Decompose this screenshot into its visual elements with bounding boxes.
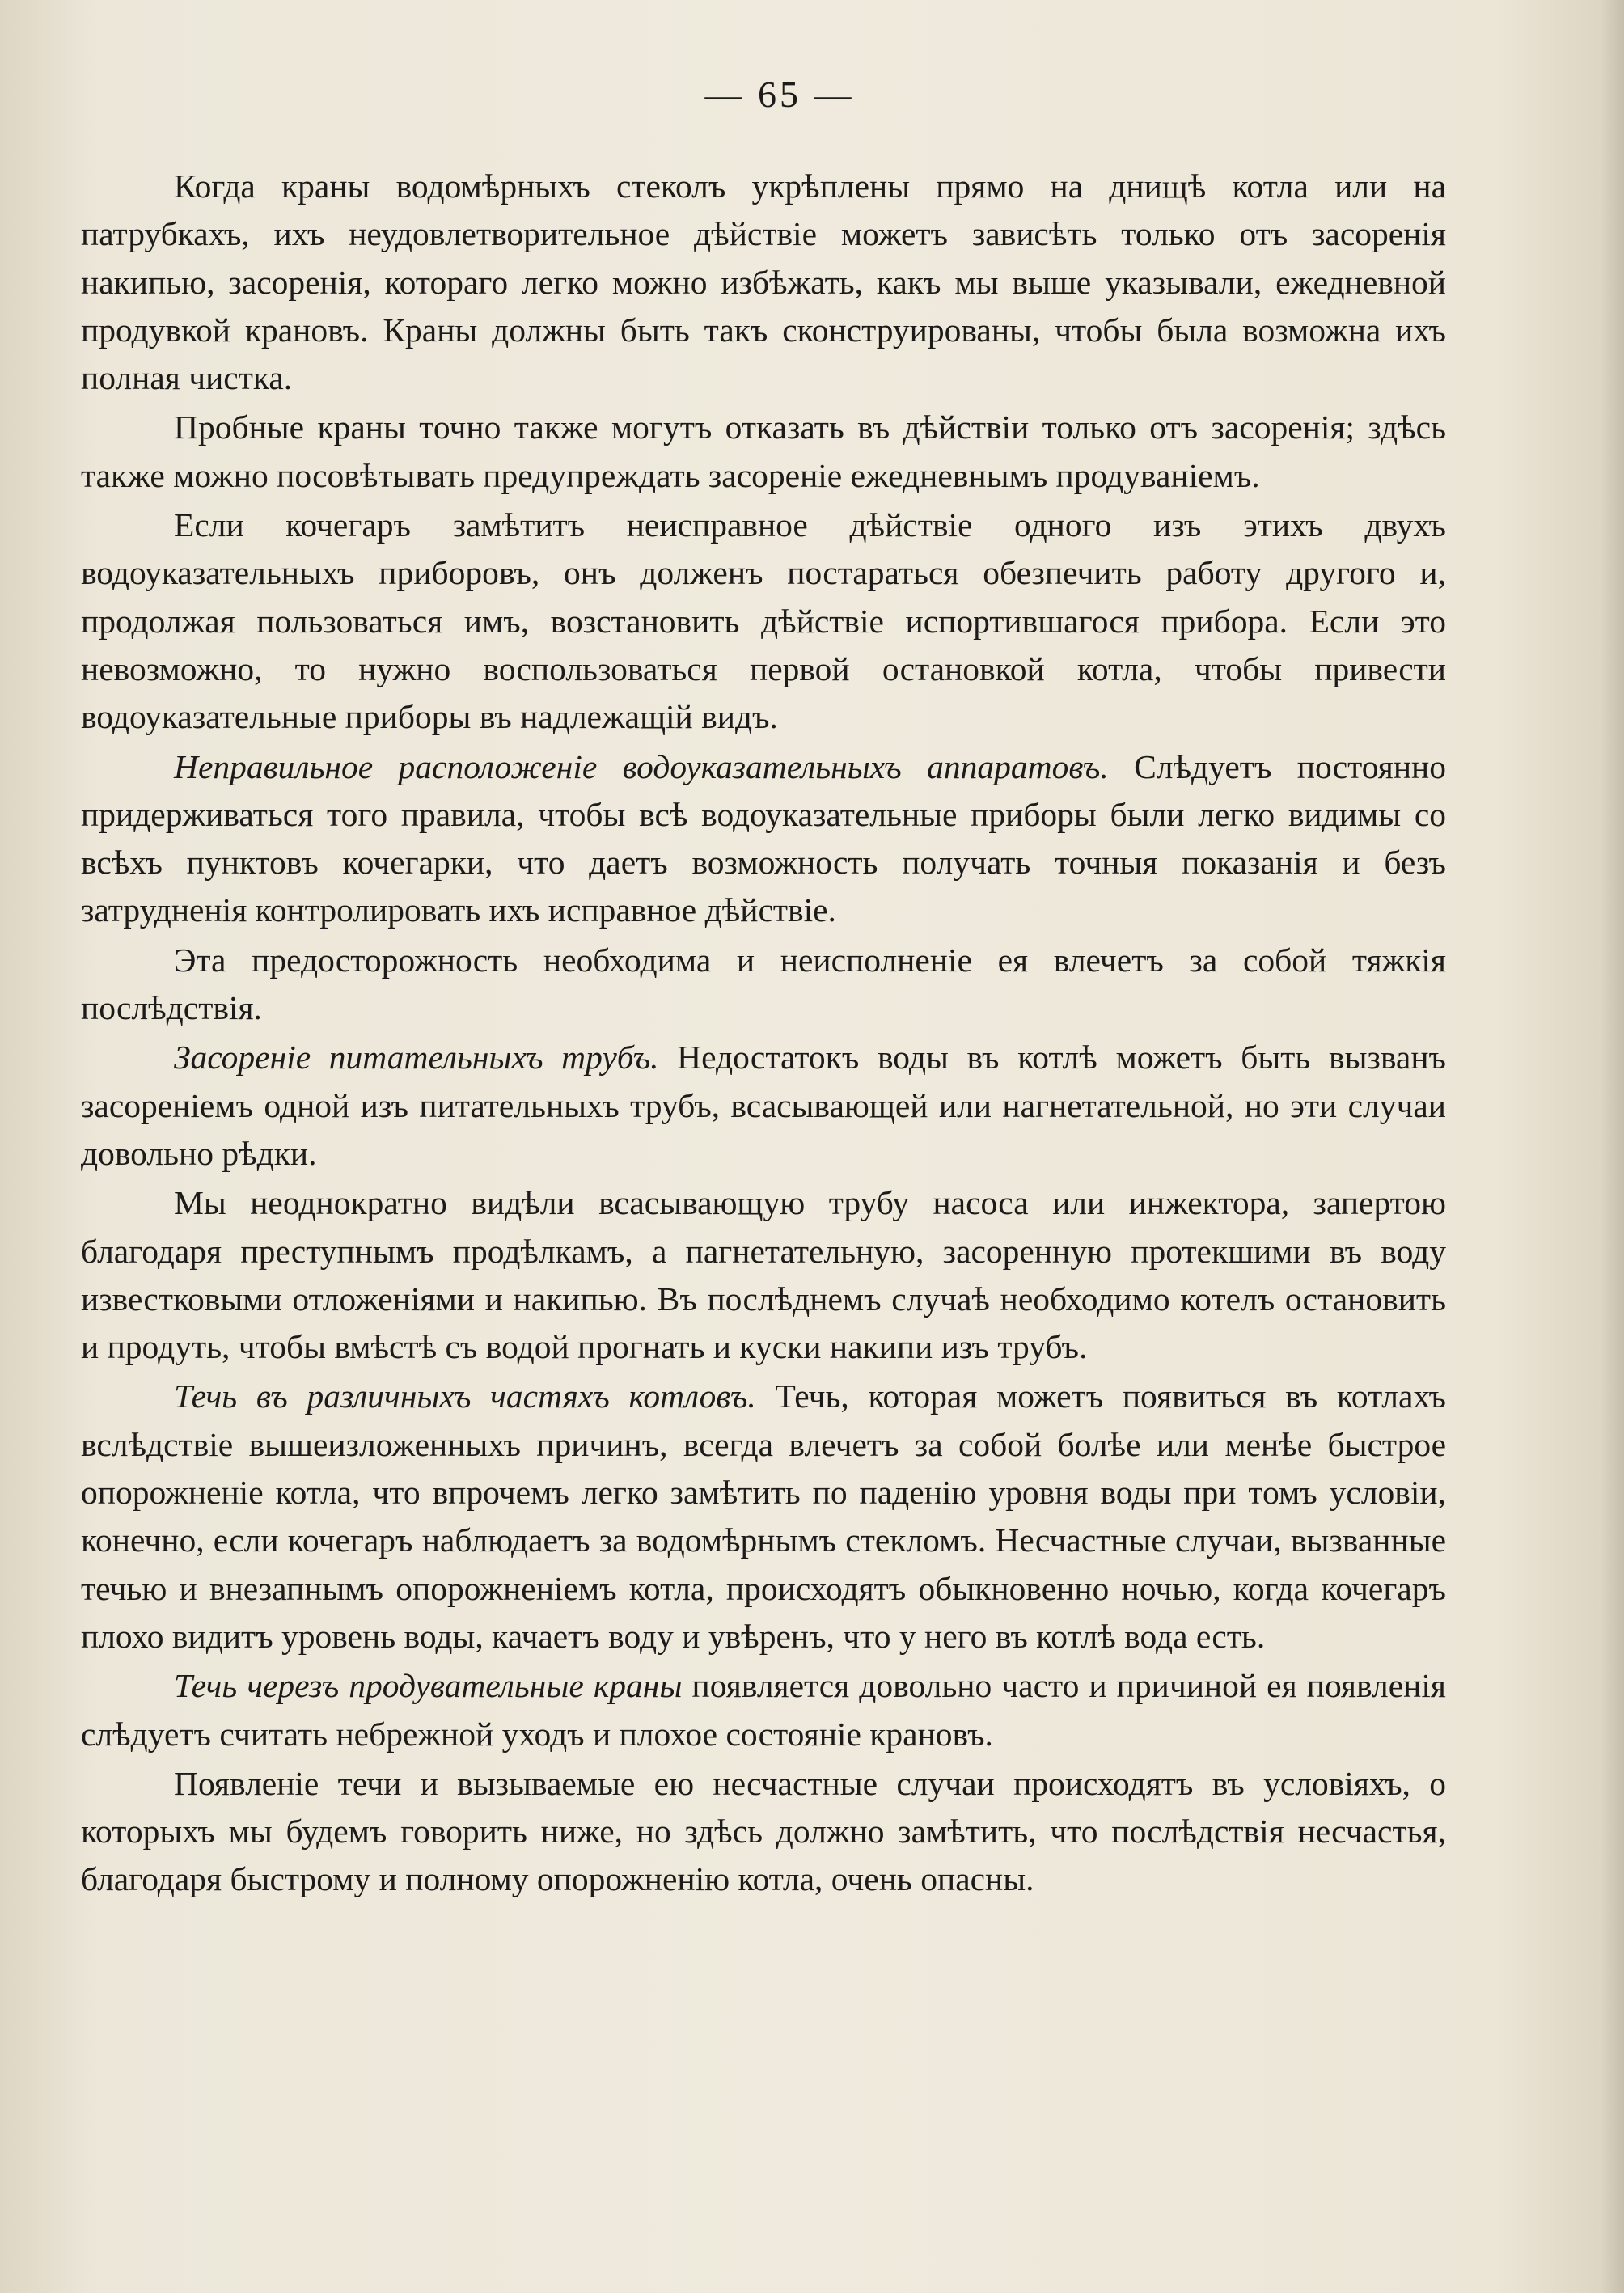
paragraph-4: [81, 743, 1446, 935]
paragraph-text: Недостатокъ воды въ котлѣ можетъ быть вызванъ засореніемъ одной изъ питательныхъ трубъ, всасывающей или нагнетательной, но эти случаи довольно рѣдки.: [81, 1039, 1446, 1172]
section-heading: Течь черезъ продувательные краны: [174, 1667, 683, 1705]
page-number: — 65 —: [704, 74, 855, 115]
paragraph-8: [81, 1373, 1446, 1661]
section-heading: Течь въ различныхъ частяхъ котловъ.: [174, 1377, 756, 1415]
paragraph-text: Когда краны водомѣрныхъ стеколъ укрѣплены прямо на днищѣ котла или на патрубкахъ, ихъ неудовлетворительное дѣйствіе можетъ зависѣть только отъ засоренія накипью, засоренія, котораго легко можно избѣжать, какъ мы выше указывали, ежедневной продувкой крановъ. Краны должны быть такъ сконструированы, чтобы была возможна ихъ полная чистка.: [81, 167, 1446, 397]
paragraph-5: [81, 937, 1446, 1033]
page-edge-shadow: [1600, 0, 1624, 2293]
paragraph-text: Появленіе течи и вызываемые ею несчастные случаи происходятъ въ условіяхъ, о которыхъ мы будемъ говорить ниже, но здѣсь должно замѣтить, что послѣдствія несчастья, благодаря быстрому и полному опорожненію котла, очень опасны.: [81, 1764, 1446, 1898]
paragraph-3: [81, 501, 1446, 741]
paragraph-text: Мы неоднократно видѣли всасывающую трубу насоса или инжектора, запертою благодаря преступнымъ продѣлкамъ, а пагнетательную, засоренную протекшими въ воду известковыми отложеніями и накипью. Въ послѣднемъ случаѣ необходимо котелъ остановить и продуть, чтобы вмѣстѣ съ водой прогнать и куски накипи изъ трубъ.: [81, 1184, 1446, 1366]
section-heading: Неправильное расположеніе водоуказательныхъ аппаратовъ.: [174, 747, 1109, 785]
paragraph-text: Слѣдуетъ постоянно придерживаться того правила, чтобы всѣ водоуказательные приборы были легко видимы со всѣхъ пунктовъ кочегарки, что даетъ возможность получать точныя показанія и безъ затрудненія контролировать ихъ исправное дѣйствіе.: [81, 747, 1446, 929]
paragraph-9: [81, 1662, 1446, 1758]
paragraph-6: [81, 1034, 1446, 1178]
paragraph-text: появляется довольно часто и причиной ея появленія слѣдуетъ считать небрежной уходъ и плохое состояніе крановъ.: [81, 1667, 1446, 1753]
paragraph-text: Если кочегаръ замѣтитъ неисправное дѣйствіе одного изъ этихъ двухъ водоуказательныхъ приборовъ, онъ долженъ постараться обезпечить работу другого и, продолжая пользоваться имъ, возстановить дѣйствіе испортившагося прибора. Если это невозможно, то нужно воспользоваться первой остановкой котла, чтобы привести водоуказательные приборы въ надлежащій видъ.: [81, 506, 1446, 736]
paragraph-10: [81, 1760, 1446, 1904]
paragraph-text: Эта предосторожность необходима и неисполненіе ея влечетъ за собой тяжкія послѣдствія.: [81, 941, 1446, 1027]
section-heading: Засореніе питательныхъ трубъ.: [174, 1039, 659, 1077]
paragraph-text: Течь, которая можетъ появиться въ котлахъ вслѣдствіе вышеизложенныхъ причинъ, всегда влечетъ за собой болѣе или менѣе быстрое опорожненіе котла, что впрочемъ легко замѣтить по паденію уровня воды при томъ условіи, конечно, если кочегаръ наблюдаетъ за водомѣрнымъ стекломъ. Несчастные случаи, вызванные течью и внезапнымъ опорожненіемъ котла, происходятъ обыкновенно ночью, когда кочегаръ плохо видитъ уровень воды, качаетъ воду и увѣренъ, что у него въ котлѣ вода есть.: [81, 1377, 1446, 1655]
paragraph-2: [81, 404, 1446, 500]
paragraph-1: [81, 163, 1446, 402]
paragraph-text: Пробные краны точно также могутъ отказать въ дѣйствіи только отъ засоренія; здѣсь также можно посовѣтывать предупреждать засореніе ежедневнымъ продуваніемъ.: [81, 408, 1446, 494]
paragraph-7: [81, 1179, 1446, 1371]
